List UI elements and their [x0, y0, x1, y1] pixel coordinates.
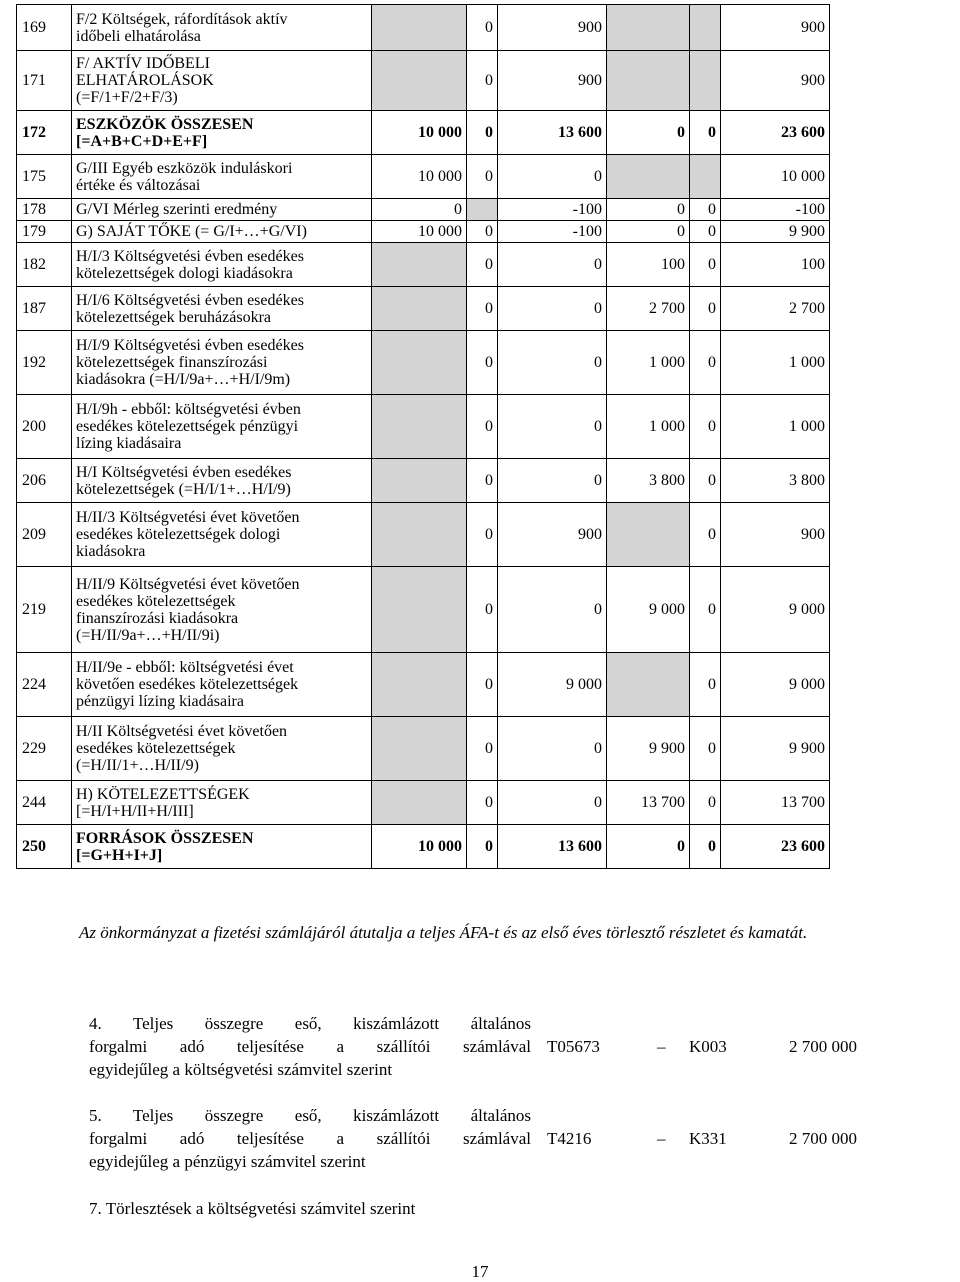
row-label — [72, 199, 372, 221]
entry-4-amount: 2 700 000 — [789, 1037, 857, 1056]
entry-5-line-1: 5. Teljes összegre eső, kiszámlázott általános — [89, 1106, 531, 1125]
row-label-line: H/II/9 Költségvetési évet követően — [76, 575, 300, 593]
value-cell-c2: 0 — [467, 111, 498, 155]
value-cell-c1 — [372, 653, 467, 717]
value-cell-c6: 100 — [721, 243, 830, 287]
value-cell-c5 — [690, 51, 721, 111]
value-cell-c5: 0 — [690, 111, 721, 155]
value-cell-c1: 10 000 — [372, 155, 467, 199]
value-cell-c4 — [607, 503, 690, 567]
row-number: 206 — [17, 459, 72, 503]
table-row — [17, 503, 830, 567]
value-cell-c6: 900 — [721, 503, 830, 567]
table-row — [17, 111, 830, 155]
value-cell-c3: 900 — [498, 5, 607, 51]
row-label — [72, 567, 372, 653]
value-cell-c3: 900 — [498, 51, 607, 111]
row-number: 200 — [17, 395, 72, 459]
value-cell-c2: 0 — [467, 717, 498, 781]
row-label-line: G) SAJÁT TŐKE (= G/I+…+G/VI) — [76, 223, 307, 240]
row-number: 178 — [17, 199, 72, 221]
row-label-line: H/II/9e - ebből: költségvetési évet — [76, 659, 294, 676]
value-cell-c2: 0 — [467, 781, 498, 825]
value-cell-c3: 900 — [498, 503, 607, 567]
value-cell-c3: 0 — [498, 395, 607, 459]
row-label-line: H/II/3 Költségvetési évet követően — [76, 509, 300, 526]
value-cell-c1: 10 000 — [372, 111, 467, 155]
row-number: 192 — [17, 331, 72, 395]
row-label-line: H/I/6 Költségvetési évben esedékes — [76, 291, 304, 309]
row-label-line: H/I/9h - ebből: költségvetési évben — [76, 401, 301, 418]
row-label — [72, 5, 372, 51]
entry-item-4 — [89, 1012, 879, 1081]
value-cell-c2: 0 — [467, 825, 498, 869]
value-cell-c4: 0 — [607, 221, 690, 243]
row-number: 209 — [17, 503, 72, 567]
row-label — [72, 331, 372, 395]
row-label-line: kötelezettségek (=H/I/1+…H/I/9) — [76, 480, 291, 498]
value-cell-c5: 0 — [690, 567, 721, 653]
row-label — [72, 503, 372, 567]
row-label-line: időbeli elhatárolása — [76, 27, 201, 45]
table-row — [17, 287, 830, 331]
row-label-line: kötelezettségek dologi kiadásokra — [76, 264, 293, 282]
value-cell-c1 — [372, 781, 467, 825]
value-cell-c3: 0 — [498, 243, 607, 287]
entry-5-line-2: forgalmi adó teljesítése a szállítói számlával — [89, 1129, 531, 1148]
value-cell-c1 — [372, 395, 467, 459]
value-cell-c3: 0 — [498, 781, 607, 825]
row-label-line: F/2 Költségek, ráfordítások aktív — [76, 10, 288, 28]
value-cell-c3: 0 — [498, 287, 607, 331]
value-cell-c2: 0 — [467, 567, 498, 653]
value-cell-c1 — [372, 717, 467, 781]
row-label — [72, 825, 372, 869]
value-cell-c4: 0 — [607, 111, 690, 155]
row-label — [72, 653, 372, 717]
entry-item-5 — [89, 1104, 879, 1173]
row-label-line: ESZKÖZÖK ÖSSZESEN — [76, 115, 254, 133]
value-cell-c3: 13 600 — [498, 825, 607, 869]
value-cell-c1 — [372, 243, 467, 287]
row-label-line: H/I Költségvetési évben esedékes — [76, 463, 292, 481]
value-cell-c5: 0 — [690, 395, 721, 459]
value-cell-c4: 0 — [607, 825, 690, 869]
value-cell-c1 — [372, 331, 467, 395]
row-label-line: (=F/1+F/2+F/3) — [76, 89, 178, 106]
value-cell-c5: 0 — [690, 459, 721, 503]
row-number: 250 — [17, 825, 72, 869]
value-cell-c2: 0 — [467, 243, 498, 287]
row-label — [72, 221, 372, 243]
row-label-line: [=G+H+I+J] — [76, 846, 163, 864]
value-cell-c6: 10 000 — [721, 155, 830, 199]
table-row — [17, 781, 830, 825]
table-row — [17, 331, 830, 395]
row-label-line: [=A+B+C+D+E+F] — [76, 132, 208, 150]
value-cell-c1 — [372, 459, 467, 503]
row-number: 219 — [17, 567, 72, 653]
value-cell-c4: 13 700 — [607, 781, 690, 825]
table-row — [17, 395, 830, 459]
value-cell-c4 — [607, 51, 690, 111]
entry-4-line-1: 4. Teljes összegre eső, kiszámlázott általános — [89, 1014, 531, 1033]
value-cell-c5: 0 — [690, 717, 721, 781]
table-row — [17, 243, 830, 287]
row-label-line: esedékes kötelezettségek — [76, 740, 236, 757]
value-cell-c2: 0 — [467, 395, 498, 459]
row-number: 229 — [17, 717, 72, 781]
entry-4-debit-code: T05673 — [547, 1037, 600, 1056]
value-cell-c5: 0 — [690, 653, 721, 717]
transfer-note: Az önkormányzat a fizetési számlájáról átutalja a teljes ÁFA-t és az első éves törlesztő részletet és kamatát. — [79, 923, 808, 942]
value-cell-c4: 1 000 — [607, 395, 690, 459]
value-cell-c1 — [372, 567, 467, 653]
value-cell-c1: 10 000 — [372, 221, 467, 243]
value-cell-c3: -100 — [498, 199, 607, 221]
table-row — [17, 155, 830, 199]
entry-4-line-2: forgalmi adó teljesítése a szállítói számlával — [89, 1037, 531, 1056]
row-label-line: H) KÖTELEZETTSÉGEK — [76, 785, 250, 803]
row-label-line: [=H/I+H/II+H/III] — [76, 802, 194, 820]
value-cell-c6: 900 — [721, 5, 830, 51]
row-label-line: esedékes kötelezettségek dologi — [76, 526, 281, 543]
value-cell-c1 — [372, 287, 467, 331]
value-cell-c4: 0 — [607, 199, 690, 221]
value-cell-c4: 100 — [607, 243, 690, 287]
value-cell-c5: 0 — [690, 221, 721, 243]
row-label-line: esedékes kötelezettségek pénzügyi — [76, 418, 299, 435]
value-cell-c2: 0 — [467, 503, 498, 567]
row-label-line: kötelezettségek finanszírozási — [76, 354, 268, 371]
value-cell-c5 — [690, 155, 721, 199]
row-number: 175 — [17, 155, 72, 199]
row-number: 244 — [17, 781, 72, 825]
table-row — [17, 459, 830, 503]
row-label-line: (=H/II/1+…H/II/9) — [76, 757, 199, 774]
entry-5-amount: 2 700 000 — [789, 1129, 857, 1148]
row-number: 179 — [17, 221, 72, 243]
table-row — [17, 717, 830, 781]
value-cell-c2: 0 — [467, 331, 498, 395]
entry-4-line-3: egyidejűleg a költségvetési számvitel szerint — [89, 1060, 393, 1079]
value-cell-c1 — [372, 503, 467, 567]
row-label-line: ELHATÁROLÁSOK — [76, 72, 214, 89]
row-number: 224 — [17, 653, 72, 717]
value-cell-c2: 0 — [467, 155, 498, 199]
row-label-line: pénzügyi lízing kiadásaira — [76, 693, 244, 710]
row-label-line: G/III Egyéb eszközök induláskori — [76, 159, 293, 177]
entry-4-dash: – — [657, 1037, 666, 1056]
entry-5-dash: – — [657, 1129, 666, 1148]
table-row — [17, 567, 830, 653]
row-label — [72, 243, 372, 287]
value-cell-c3: 0 — [498, 155, 607, 199]
row-label-line: kiadásokra (=H/I/9a+…+H/I/9m) — [76, 371, 291, 388]
value-cell-c5: 0 — [690, 503, 721, 567]
value-cell-c5: 0 — [690, 199, 721, 221]
value-cell-c5: 0 — [690, 781, 721, 825]
table-row — [17, 5, 830, 51]
value-cell-c6: 23 600 — [721, 825, 830, 869]
value-cell-c1: 0 — [372, 199, 467, 221]
value-cell-c5: 0 — [690, 243, 721, 287]
row-label-line: kötelezettségek beruházásokra — [76, 308, 272, 326]
row-number: 187 — [17, 287, 72, 331]
value-cell-c2: 0 — [467, 221, 498, 243]
table-row — [17, 825, 830, 869]
row-label-line: kiadásokra — [76, 543, 146, 560]
row-label — [72, 111, 372, 155]
row-label — [72, 51, 372, 111]
row-label-line: H/I/9 Költségvetési évben esedékes — [76, 337, 304, 354]
row-number: 172 — [17, 111, 72, 155]
table-row — [17, 199, 830, 221]
value-cell-c2 — [467, 199, 498, 221]
value-cell-c5: 0 — [690, 825, 721, 869]
value-cell-c2: 0 — [467, 287, 498, 331]
value-cell-c2: 0 — [467, 5, 498, 51]
row-label — [72, 155, 372, 199]
entry-5-credit-code: K331 — [689, 1129, 727, 1148]
value-cell-c6: 2 700 — [721, 287, 830, 331]
value-cell-c6: 900 — [721, 51, 830, 111]
value-cell-c3: 0 — [498, 717, 607, 781]
row-number: 171 — [17, 51, 72, 111]
value-cell-c4: 1 000 — [607, 331, 690, 395]
row-label-line: lízing kiadásaira — [76, 435, 182, 452]
page-number: 17 — [471, 1262, 489, 1281]
row-label-line: G/VI Mérleg szerinti eredmény — [76, 201, 278, 218]
row-number: 169 — [17, 5, 72, 51]
row-label — [72, 781, 372, 825]
row-label-line: értéke és változásai — [76, 176, 201, 194]
row-label-line: (=H/II/9a+…+H/II/9i) — [76, 626, 220, 644]
row-label-line: esedékes kötelezettségek — [76, 592, 236, 610]
value-cell-c4 — [607, 653, 690, 717]
row-label-line: H/II Költségvetési évet követően — [76, 723, 288, 740]
ledger-table-body — [17, 5, 830, 869]
row-label-line: H/I/3 Költségvetési évben esedékes — [76, 247, 304, 265]
value-cell-c6: 23 600 — [721, 111, 830, 155]
value-cell-c4: 3 800 — [607, 459, 690, 503]
table-row — [17, 221, 830, 243]
value-cell-c6: 3 800 — [721, 459, 830, 503]
value-cell-c6: -100 — [721, 199, 830, 221]
value-cell-c6: 1 000 — [721, 331, 830, 395]
row-label — [72, 287, 372, 331]
value-cell-c6: 9 000 — [721, 653, 830, 717]
row-label-line: F/ AKTÍV IDŐBELI — [76, 55, 210, 72]
value-cell-c4 — [607, 5, 690, 51]
value-cell-c6: 13 700 — [721, 781, 830, 825]
value-cell-c4: 9 000 — [607, 567, 690, 653]
value-cell-c1: 10 000 — [372, 825, 467, 869]
row-label-line: FORRÁSOK ÖSSZESEN — [76, 829, 254, 847]
value-cell-c2: 0 — [467, 459, 498, 503]
row-label-line: követően esedékes kötelezettségek — [76, 676, 299, 693]
value-cell-c5: 0 — [690, 331, 721, 395]
entry-4-credit-code: K003 — [689, 1037, 727, 1056]
value-cell-c5 — [690, 5, 721, 51]
value-cell-c3: 13 600 — [498, 111, 607, 155]
row-label — [72, 459, 372, 503]
row-label — [72, 395, 372, 459]
value-cell-c1 — [372, 5, 467, 51]
value-cell-c4 — [607, 155, 690, 199]
value-cell-c6: 9 000 — [721, 567, 830, 653]
value-cell-c4: 9 900 — [607, 717, 690, 781]
value-cell-c3: 0 — [498, 331, 607, 395]
value-cell-c6: 9 900 — [721, 717, 830, 781]
value-cell-c3: 0 — [498, 567, 607, 653]
value-cell-c3: -100 — [498, 221, 607, 243]
row-number: 182 — [17, 243, 72, 287]
value-cell-c5: 0 — [690, 287, 721, 331]
value-cell-c1 — [372, 51, 467, 111]
ledger-table — [16, 4, 830, 869]
section-7-heading: 7. Törlesztések a költségvetési számvitel szerint — [89, 1199, 416, 1218]
value-cell-c2: 0 — [467, 51, 498, 111]
table-row — [17, 51, 830, 111]
value-cell-c4: 2 700 — [607, 287, 690, 331]
row-label — [72, 717, 372, 781]
value-cell-c6: 9 900 — [721, 221, 830, 243]
value-cell-c3: 9 000 — [498, 653, 607, 717]
value-cell-c2: 0 — [467, 653, 498, 717]
entry-5-line-3: egyidejűleg a pénzügyi számvitel szerint — [89, 1152, 366, 1171]
value-cell-c3: 0 — [498, 459, 607, 503]
entry-5-debit-code: T4216 — [547, 1129, 592, 1148]
value-cell-c6: 1 000 — [721, 395, 830, 459]
row-label-line: finanszírozási kiadásokra — [76, 609, 239, 627]
table-row — [17, 653, 830, 717]
